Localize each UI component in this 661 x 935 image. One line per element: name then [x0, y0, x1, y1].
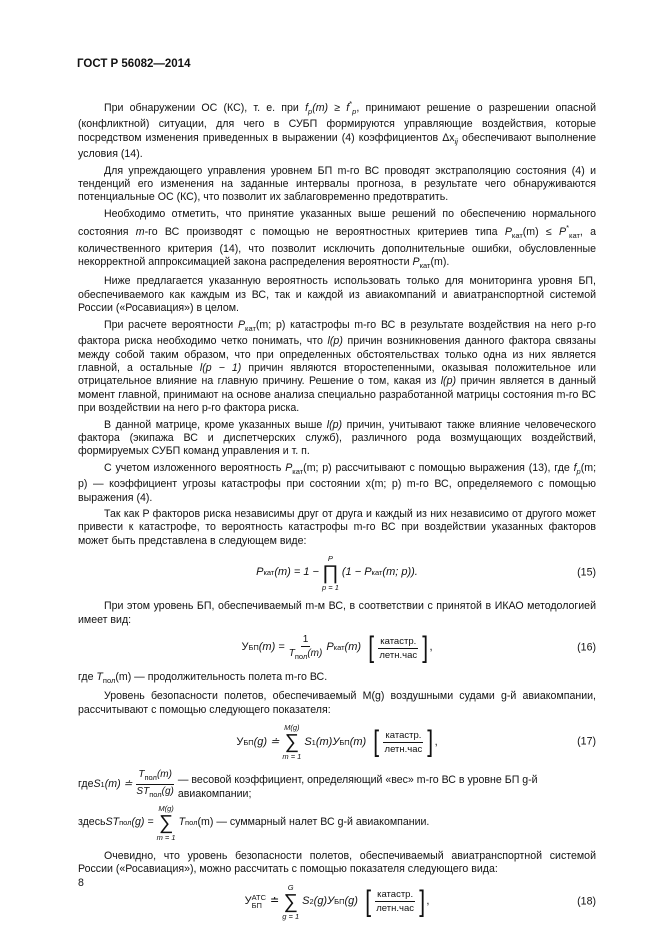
- paragraph-8: Так как P факторов риска независимы друг от друга и каждый из них независимо от другого может привести к катастрофе, то вероятность катастрофы m-го ВС при воздействии указанных факторов может быть представлена в следующем виде:: [78, 507, 596, 547]
- paragraph-7: С учетом изложенного вероятность $P_{кат}(m$; p) рассчитывают с помощью выражения (13), где $f_p(m$; p) — коэффициент угрозы катастрофы при состоянии x(m; p) m-го ВС, определяемого с помощью выражения (4).: [78, 461, 597, 504]
- equation-17: У БП (g) ≐ M(g) ∑ m = 1 S 1 (m)У БП (m) [ $\frac{\text{катастр.}}{\text{летн.час}}$ ] , (17): [236, 723, 596, 762]
- equation-number-17: (17): [577, 735, 596, 748]
- definition-17: где S 1 (m) ≐ $\frac{T_{пол}(m)}{ST_{пол}(g)}$ — весовой коэффициент, определяющий «вес» m-го ВС в уровне БП g-й авиакомпании;: [78, 769, 538, 800]
- paragraph-1: При обнаружении ОС (КС), т. е. при $f_p(m) \ge f^*_p$, принимают решение о разрешении опасной (конфликтной) ситуации, для чего в СУБП формируются управляющие воздействия, которые посредством изменения приведенных в выражении (4) коэффициентов $\Delta x_{ij}$ обеспечивают выполнение условия (14).: [78, 99, 596, 161]
- sum-operator: G ∑ g = 1: [282, 882, 300, 921]
- equation-18: У АТС БП ≐ G ∑ g = 1 S 2 (g)У БП (g) [ $\frac{\text{катастр.}}{\text{летн.час}}$ ] , (18): [244, 882, 596, 921]
- unit-bracket: [ $\frac{\text{катастр.}}{\text{летн.час}}$ ]: [368, 631, 429, 664]
- paragraph-5: При расчете вероятности $P_{кат}(m$; p) катастрофы m-го ВС в результате воздействия на него p-го фактора риска необходимо четко понимать, что l(p) причин возникновения данного фактора связаны между собой таким образом, что при определенных обстоятельствах только одна из них является главной, а остальные l(p − 1) причин являются второстепенными, оказывая положительное или отрицательное влияние на главную причину. Решение о том, какая из l(p) причин является в данный момент главной, принимают на основе анализа специально разработанной матрицы состояния m-го ВС при воздействии на него p-го фактора риска.: [78, 318, 597, 415]
- sum-operator: M(g) ∑ m = 1: [156, 804, 176, 843]
- document-body: [78, 97, 596, 929]
- equation-15: P кат (m) = 1 − P ∏ p = 1 (1 − P кат (m; p)). (15): [256, 554, 596, 593]
- equation-number-15: (15): [577, 566, 596, 579]
- page-number: 8: [78, 877, 84, 889]
- paragraph-2: Для упреждающего управления уровнем БП m-го ВС проводят экстраполяцию состояния (4) и тенденций его изменения на заданные интервалы прогноза, в результате чего обнаруживаются потенциальные ОС (КС), что позволит их заблаговременно предотвратить.: [78, 164, 596, 204]
- document-header: ГОСТ Р 56082—2014: [77, 58, 191, 70]
- equation-number-16: (16): [577, 641, 596, 654]
- paragraph-4: Ниже предлагается указанную вероятность использовать только для мониторинга уровня БП, обеспечиваемого как каждым из ВС, так и каждой из авиакомпаний и авиатранспортной системой России («Росавиация») в целом.: [78, 275, 596, 315]
- sum-operator: M(g) ∑ m = 1: [282, 723, 302, 762]
- paragraph-11: Очевидно, что уровень безопасности полетов, обеспечиваемый авиатранспортной системой России («Росавиация»), можно рассчитать с помощью показателя следующего вида:: [78, 850, 596, 876]
- paragraph-6: В данной матрице, кроме указанных выше l(p) причин, учитывают также влияние человеческого фактора (экипажа ВС и диспетчерских служб), различного рода возмущающих воздействий, формируемых СУБП команд управления и т. п.: [78, 418, 596, 458]
- paragraph-10: Уровень безопасности полетов, обеспечиваемый M(g) воздушными судами g-й авиакомпании, рассчитывают с помощью следующего показателя:: [78, 690, 596, 716]
- fraction: $\frac{1}{T_{пол}(m)}$: [288, 634, 323, 661]
- definition-16: где $T_{пол}(m)$ — продолжительность полета m-го ВС.: [78, 671, 328, 685]
- unit-bracket: [ $\frac{\text{катастр.}}{\text{летн.час}}$ ]: [373, 725, 434, 759]
- paragraph-9: При этом уровень БП, обеспечиваемый m-м ВС, в соответствии с принятой в ИКАО методологией имеет вид:: [78, 600, 596, 626]
- unit-bracket: [ $\frac{\text{катастр.}}{\text{летн.час}}$ ]: [365, 884, 426, 918]
- definition-17b: здесь ST пол (g) = M(g) ∑ m = 1 T пол (m) — суммарный налет ВС g-й авиакомпании.: [78, 804, 430, 843]
- equation-number-18: (18): [577, 895, 596, 908]
- product-operator: P ∏ p = 1: [321, 554, 339, 593]
- equation-16: У БП (m) = $\frac{1}{T_{пол}(m)}$ P кат (m) [ $\frac{\text{катастр.}}{\text{летн.час}}$ ] , (16): [241, 631, 596, 664]
- paragraph-3: Необходимо отметить, что принятие указанных выше решений по обеспечению нормального состояния m-го ВС производят с помощью не вероятностных критериев типа $P_{кат}(m) \le P^*_{кат}$, а количественного критерия (14), что позволит исключить дополнительные ошибки, обусловленные некорректной аппроксимацией закона распределения вероятности $P_{кат}(m)$.: [78, 207, 596, 271]
